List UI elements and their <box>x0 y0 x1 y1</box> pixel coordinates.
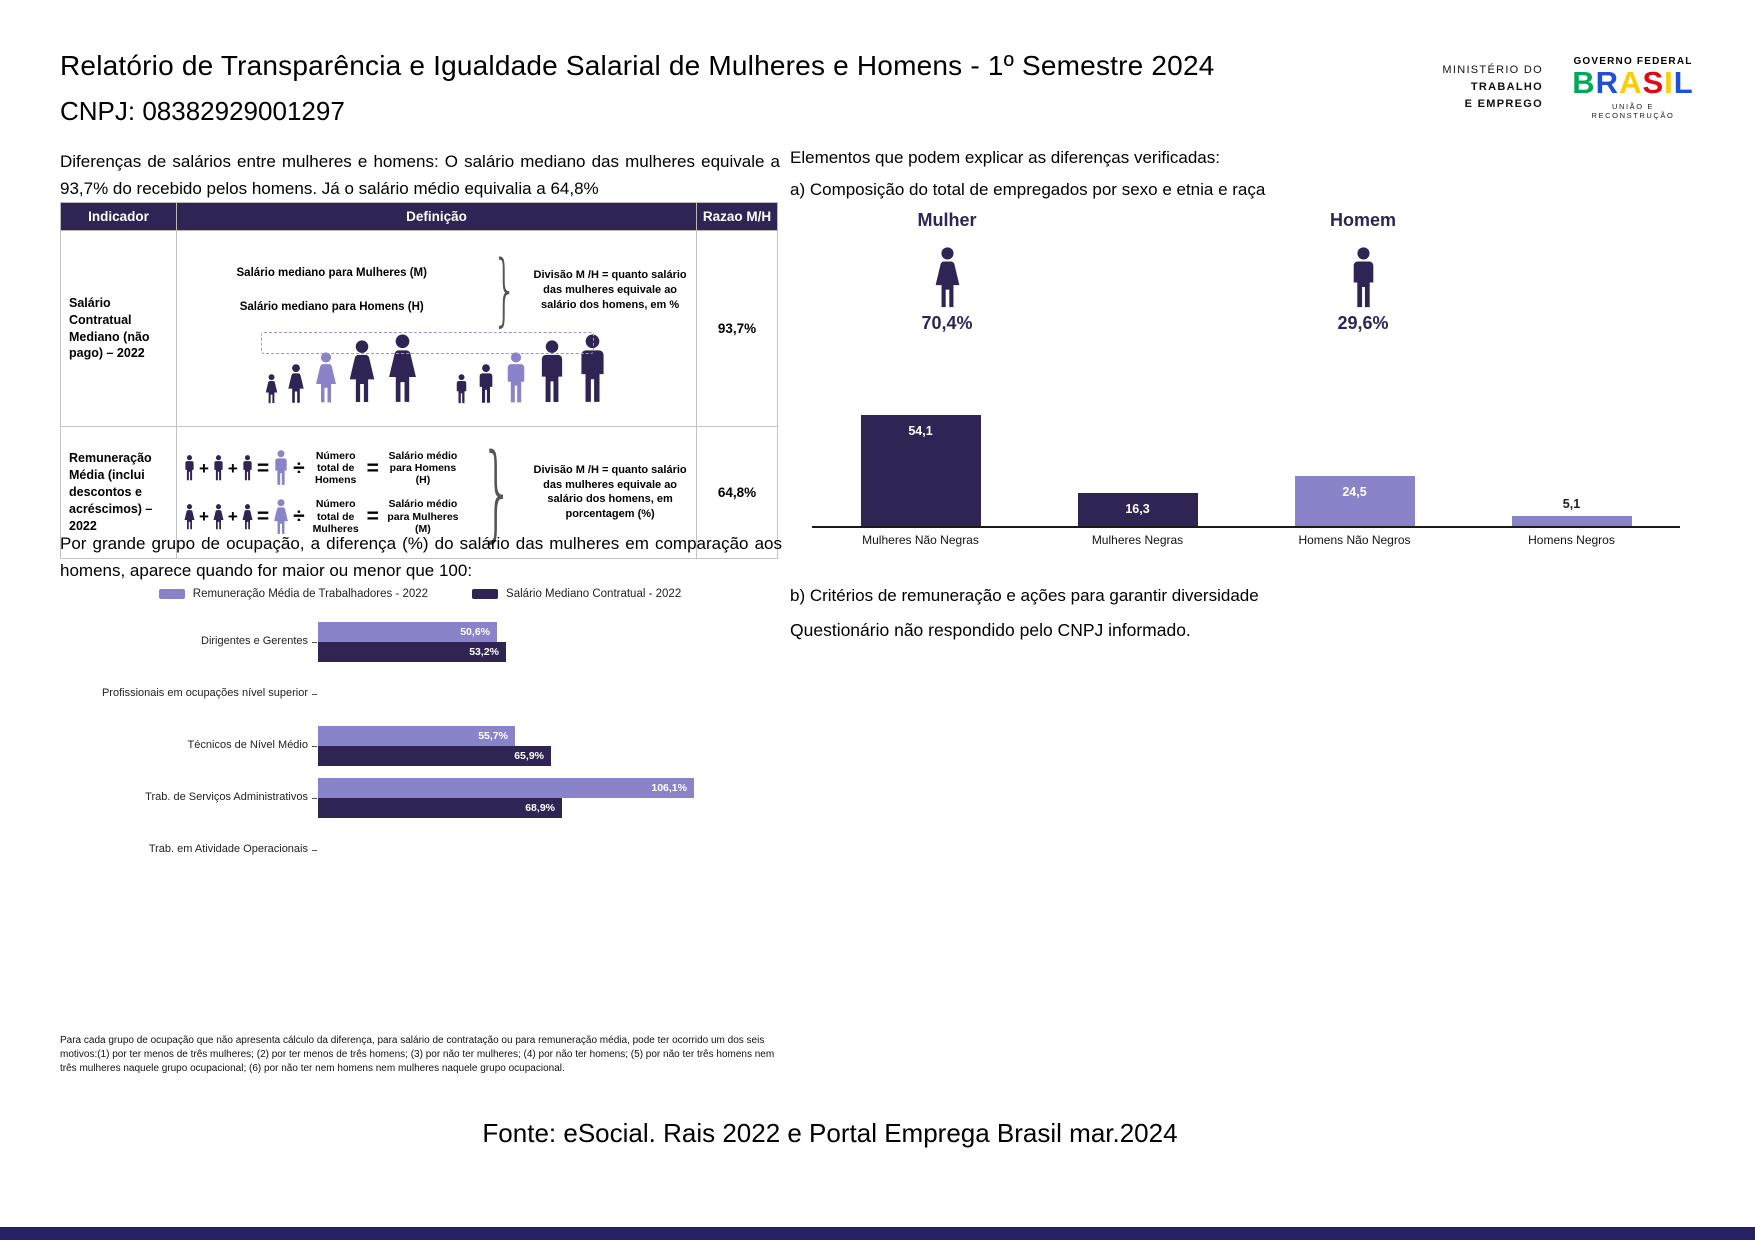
composition-bar-slot <box>1463 354 1680 526</box>
mulher-percentage: 70,4% <box>921 313 973 333</box>
woman-icon <box>183 504 196 530</box>
header-logos <box>1442 56 1697 120</box>
occupation-bar-chart <box>60 616 780 876</box>
brace-icon: } <box>492 245 518 336</box>
occupation-bar <box>318 726 515 746</box>
bar-value-label: 55,7% <box>478 730 508 742</box>
brasil-logo-icon: BRASIL <box>1572 65 1694 100</box>
bar-value-label: 16,3 <box>1125 502 1150 516</box>
occupation-category-label: Trab. em Atividade Operacionais <box>148 843 308 856</box>
cnpj-line: CNPJ: 08382929001297 <box>60 96 345 126</box>
bar-value-label: 65,9% <box>514 750 544 762</box>
men-count-label: Número total de Homens <box>314 450 357 487</box>
woman-icon <box>286 364 306 404</box>
legend-item <box>159 588 428 600</box>
col-header-indicador: Indicador <box>61 203 177 231</box>
right-column <box>790 148 1702 640</box>
occupation-category-label: Técnicos de Nível Médio <box>187 739 308 752</box>
page-title: Relatório de Transparência e Igualdade Salarial de Mulheres e Homens - 1º Semestre 2024 <box>60 50 1215 81</box>
man-icon-highlighted <box>503 352 529 404</box>
col-header-razao: Razao M/H <box>697 203 778 231</box>
occupation-bar <box>318 642 506 662</box>
homem-label: Homem <box>1329 210 1396 230</box>
occupation-bar <box>318 746 551 766</box>
woman-icon <box>241 504 254 530</box>
ministry-line3: E EMPREGO <box>1464 98 1543 111</box>
equals-sign: = <box>256 505 270 529</box>
bar-value-label: 54,1 <box>908 424 933 438</box>
legend-label: Salário Mediano Contratual - 2022 <box>506 588 682 600</box>
axis-tick <box>312 850 317 851</box>
occupation-row <box>60 616 780 668</box>
occupation-row <box>60 772 780 824</box>
plus-sign: + <box>198 507 209 527</box>
table-row <box>61 231 778 427</box>
equals-sign: = <box>256 456 270 480</box>
occupation-intro: Por grande grupo de ocupação, a diferença (%) do salário das mulheres em comparação aos homens, aparece quando for maior ou menor que 100: <box>60 534 782 581</box>
man-icon <box>454 374 469 404</box>
men-average-formula <box>183 450 464 486</box>
bar-value-label: 50,6% <box>460 626 490 638</box>
divide-sign: ÷ <box>293 456 305 480</box>
occupation-bar <box>318 778 694 798</box>
bar-value-label: 68,9% <box>525 802 555 814</box>
median-connector-dashed-box <box>261 332 594 354</box>
brace-icon: } <box>480 431 514 554</box>
plus-sign: + <box>198 458 209 478</box>
homem-percentage: 29,6% <box>1337 313 1389 333</box>
homem-block <box>1278 210 1448 334</box>
population-figures <box>177 324 696 408</box>
axis-tick <box>312 642 317 643</box>
occupation-bar <box>318 622 497 642</box>
man-icon-highlighted <box>272 450 290 486</box>
composition-bar-slot <box>1029 354 1246 526</box>
woman-icon <box>212 504 225 530</box>
bar-category-label: Homens Não Negros <box>1298 533 1411 547</box>
mulher-label: Mulher <box>917 210 977 230</box>
axis-tick <box>312 694 317 695</box>
occupation-category-label: Dirigentes e Gerentes <box>201 635 308 648</box>
legend-swatch-light <box>159 589 185 599</box>
gov-top-label: GOVERNO FEDERAL <box>1573 56 1693 67</box>
median-women-label: Salário mediano para Mulheres (M) <box>236 267 427 280</box>
gov-bottom-label: UNIÃO E RECONSTRUÇÃO <box>1591 101 1675 120</box>
bar-category-label: Mulheres Não Negras <box>862 533 979 547</box>
man-icon <box>476 364 496 404</box>
division-note: Divisão M /H = quanto salário das mulheres equivale ao salário dos homens, em porcentagem (%) <box>533 463 687 521</box>
indicator-table <box>60 202 778 559</box>
criteria-subheading: b) Critérios de remuneração e ações para garantir diversidade <box>790 586 1259 605</box>
bar-value-label: 5,1 <box>1562 497 1581 511</box>
bar-value-label: 106,1% <box>651 782 687 794</box>
plus-sign: + <box>227 507 238 527</box>
occupation-row <box>60 824 780 876</box>
chart-legend <box>60 588 780 600</box>
col-header-definicao: Definição <box>176 203 696 231</box>
razao-value: 93,7% <box>697 231 778 427</box>
man-icon <box>1348 247 1379 309</box>
ministry-line1: MINISTÉRIO DO <box>1442 64 1543 77</box>
composition-bar <box>1512 516 1632 526</box>
composition-bar-slot <box>1246 354 1463 526</box>
women-salary-label: Salário médio para Mulheres (M) <box>387 498 459 535</box>
composition-subheading: a) Composição do total de empregados por sexo e etnia e raça <box>790 180 1266 199</box>
men-salary-label: Salário médio para Homens (H) <box>388 450 458 487</box>
legend-swatch-dark <box>472 589 498 599</box>
ministry-logo <box>1442 62 1543 113</box>
median-men-label: Salário mediano para Homens (H) <box>239 301 424 314</box>
elements-heading: Elementos que podem explicar as diferenças verificadas: <box>790 148 1220 167</box>
indicator-name: Remuneração Média (inclui descontos e acréscimos) – 2022 <box>61 427 177 559</box>
equals-sign: = <box>366 456 379 480</box>
equals-sign: = <box>366 505 379 529</box>
occupation-category-label: Trab. de Serviços Administrativos <box>145 791 308 804</box>
composition-bar <box>1295 476 1415 526</box>
ministry-line2: TRABALHO <box>1470 81 1543 94</box>
governo-federal-logo <box>1569 56 1697 120</box>
indicator-name: Salário Contratual Mediano (não pago) – 2022 <box>61 231 177 427</box>
women-count-label: Número total de Mulheres <box>312 498 359 535</box>
composition-bar-slot <box>812 354 1029 526</box>
bar-value-label: 53,2% <box>469 646 499 658</box>
divide-sign: ÷ <box>293 505 305 529</box>
division-note: Divisão M /H = quanto salário das mulheres equivale ao salário dos homens, em % <box>533 269 687 311</box>
intro-paragraph: Diferenças de salários entre mulheres e homens: O salário mediano das mulheres equivale a 93,7% do recebido pelos homens. Já o salário médio equivalia a 64,8% <box>60 152 780 199</box>
table-header-row <box>61 203 778 231</box>
legend-label: Remuneração Média de Trabalhadores - 2022 <box>192 588 429 600</box>
woman-icon-highlighted <box>313 352 339 404</box>
plus-sign: + <box>227 458 238 478</box>
bar-value-label: 24,5 <box>1342 485 1367 499</box>
mulher-block <box>862 210 1032 334</box>
occupation-bar <box>318 798 562 818</box>
woman-icon <box>932 247 963 309</box>
definition-cell <box>176 231 696 427</box>
footnote: Para cada grupo de ocupação que não apresenta cálculo da diferença, para salário de contratação ou para remuneração média, pode ter ocorrido um dos seis motivos:(1) por ter menos de três mulheres; (2) por ter menos de três homens; (3) por não ter mulheres; (4) por não ter homens; (5) por não ter três homens nem três mulheres naquele grupo ocupacional; (6) por não ter nem homens nem mulheres naquele grupo ocupacional. <box>60 1035 775 1074</box>
occupation-row <box>60 720 780 772</box>
axis-tick <box>312 746 317 747</box>
man-icon <box>183 455 196 481</box>
left-column <box>60 148 782 1074</box>
razao-value: 64,8% <box>697 427 778 559</box>
composition-bar-chart <box>812 356 1680 547</box>
occupation-row <box>60 668 780 720</box>
occupation-category-label: Profissionais em ocupações nível superior <box>101 687 308 700</box>
bar-category-label: Homens Negros <box>1528 533 1615 547</box>
man-icon <box>212 455 225 481</box>
questionnaire-note: Questionário não respondido pelo CNPJ informado. <box>790 620 1191 640</box>
woman-icon <box>264 374 279 404</box>
axis-tick <box>312 798 317 799</box>
bottom-bar <box>0 1227 1755 1240</box>
bar-category-label: Mulheres Negras <box>1091 533 1184 547</box>
man-icon <box>241 455 254 481</box>
source-line: Fonte: eSocial. Rais 2022 e Portal Emprega Brasil mar.2024 <box>482 1118 1178 1148</box>
legend-item <box>472 588 681 600</box>
